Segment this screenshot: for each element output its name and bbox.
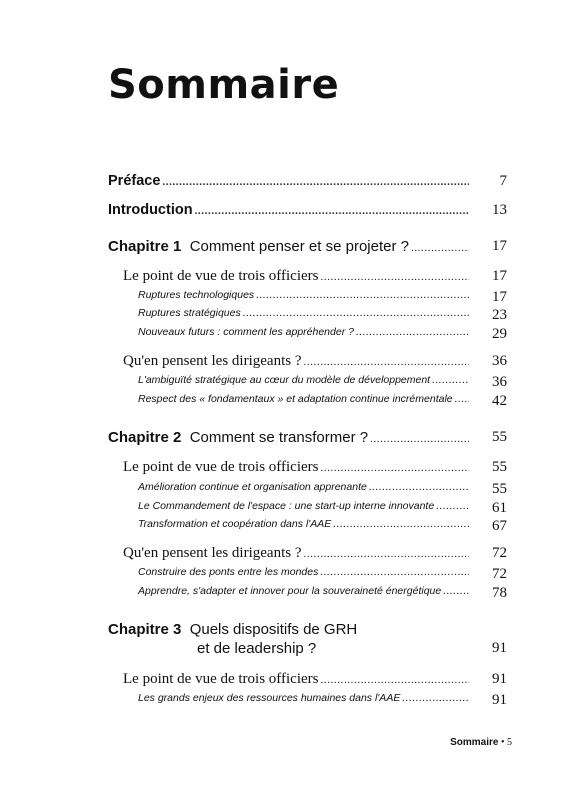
dot-leader (436, 500, 469, 512)
toc-entry-section[interactable] (123, 353, 507, 370)
dot-leader (320, 566, 469, 578)
chapter-title: Comment se transformer ? (189, 429, 369, 446)
toc-page-number: 36 (492, 374, 507, 390)
toc-label: Le Commandement de l'espace : une start-up interne innovante (138, 500, 435, 512)
dot-leader (455, 393, 469, 405)
toc-entry-subsection[interactable] (138, 374, 507, 390)
toc-label: Qu'en pensent les dirigeants ? (123, 545, 302, 561)
chapter-title-line2: et de leadership ? (197, 640, 317, 657)
dot-leader (370, 433, 469, 445)
toc-page-number: 72 (492, 566, 507, 582)
toc-label: Transformation et coopération dans l'AAE (138, 518, 332, 530)
toc-entry-subsection[interactable] (138, 289, 507, 305)
toc-entry-section[interactable] (123, 268, 507, 285)
dot-leader (443, 585, 469, 597)
toc-page-number: 61 (492, 500, 507, 516)
dot-leader (369, 481, 469, 493)
toc-page-number: 42 (492, 393, 507, 409)
toc-page-number: 17 (492, 238, 507, 254)
dot-leader (356, 326, 469, 338)
toc-page-number: 17 (492, 268, 507, 284)
toc-entry-chapter-2[interactable] (108, 429, 507, 446)
toc-entry-subsection[interactable] (138, 500, 507, 516)
toc-page-number: 91 (492, 640, 507, 656)
dot-leader (402, 692, 469, 704)
dot-leader (243, 307, 469, 319)
toc-label: Ruptures stratégiques (138, 307, 241, 319)
dot-leader (162, 176, 469, 188)
dot-leader (411, 242, 469, 254)
footer-page-number: 5 (507, 737, 512, 748)
toc-label: Apprendre, s'adapter et innover pour la souveraineté énergétique (138, 585, 442, 597)
toc-page-number: 36 (492, 353, 507, 369)
toc-page-number: 17 (492, 289, 507, 305)
page-title: Sommaire (108, 62, 340, 108)
toc-entry-subsection[interactable] (138, 566, 507, 582)
dot-leader (321, 674, 470, 686)
dot-leader (321, 462, 470, 474)
toc-entry-preface[interactable] (108, 173, 507, 189)
toc-page-number: 7 (499, 173, 507, 189)
toc-label: Introduction (108, 202, 193, 218)
chapter-number: Chapitre 3 (108, 621, 182, 638)
toc-page-number: 23 (492, 307, 507, 323)
dot-leader (333, 518, 469, 530)
dot-leader (432, 374, 469, 386)
toc-entry-section[interactable] (123, 459, 507, 476)
toc-page-number: 55 (492, 459, 507, 475)
toc-entry-subsection[interactable] (138, 307, 507, 323)
toc-entry-introduction[interactable] (108, 202, 507, 218)
toc-entry-subsection[interactable] (138, 481, 507, 497)
toc-page-number: 13 (492, 202, 507, 218)
dot-leader (321, 271, 470, 283)
toc-page-number: 91 (492, 671, 507, 687)
toc-page-number: 55 (492, 429, 507, 445)
toc-page-number: 78 (492, 585, 507, 601)
toc-label: Construire des ponts entre les mondes (138, 566, 319, 578)
footer-bullet: • (500, 737, 505, 748)
toc-entry-subsection[interactable] (138, 518, 507, 534)
page-footer (450, 737, 512, 748)
chapter-title-line1: Quels dispositifs de GRH (189, 621, 358, 638)
toc-label: Respect des « fondamentaux » et adaptation continue incrémentale (138, 393, 453, 405)
toc-entry-subsection[interactable] (138, 393, 507, 409)
chapter-title: Comment penser et se projeter ? (189, 238, 409, 255)
toc-page-number: 55 (492, 481, 507, 497)
toc-entry-section[interactable] (123, 545, 507, 562)
toc-entry-section[interactable] (123, 671, 507, 688)
dot-leader (303, 356, 469, 368)
toc-label: Préface (108, 173, 161, 189)
toc-label: L'ambiguïté stratégique au cœur du modèle de développement (138, 374, 431, 386)
toc-entry-chapter-3[interactable] (108, 621, 471, 638)
footer-section-name: Sommaire (450, 737, 499, 748)
toc-label: Le point de vue de trois officiers (123, 459, 319, 475)
toc-label: Le point de vue de trois officiers (123, 268, 319, 284)
toc-entry-subsection[interactable] (138, 692, 507, 708)
toc-entry-chapter-1[interactable] (108, 238, 507, 255)
dot-leader (303, 548, 469, 560)
toc-label: Amélioration continue et organisation apprenante (138, 481, 367, 493)
toc-label: Les grands enjeux des ressources humaines dans l'AAE (138, 692, 401, 704)
dot-leader (256, 289, 469, 301)
toc-page-number: 91 (492, 692, 507, 708)
toc-entry-subsection[interactable] (138, 326, 507, 342)
toc-page-number: 29 (492, 326, 507, 342)
toc-entry-subsection[interactable] (138, 585, 507, 601)
chapter-number: Chapitre 2 (108, 429, 182, 446)
chapter-number: Chapitre 1 (108, 238, 182, 255)
toc-label: Le point de vue de trois officiers (123, 671, 319, 687)
toc-label: Qu'en pensent les dirigeants ? (123, 353, 302, 369)
toc-entry-chapter-3-continued[interactable] (108, 640, 507, 657)
toc-page-number: 72 (492, 545, 507, 561)
toc-label: Nouveaux futurs : comment les appréhender ? (138, 326, 354, 338)
toc-label: Ruptures technologiques (138, 289, 255, 301)
toc-page-number: 67 (492, 518, 507, 534)
dot-leader (195, 205, 469, 217)
